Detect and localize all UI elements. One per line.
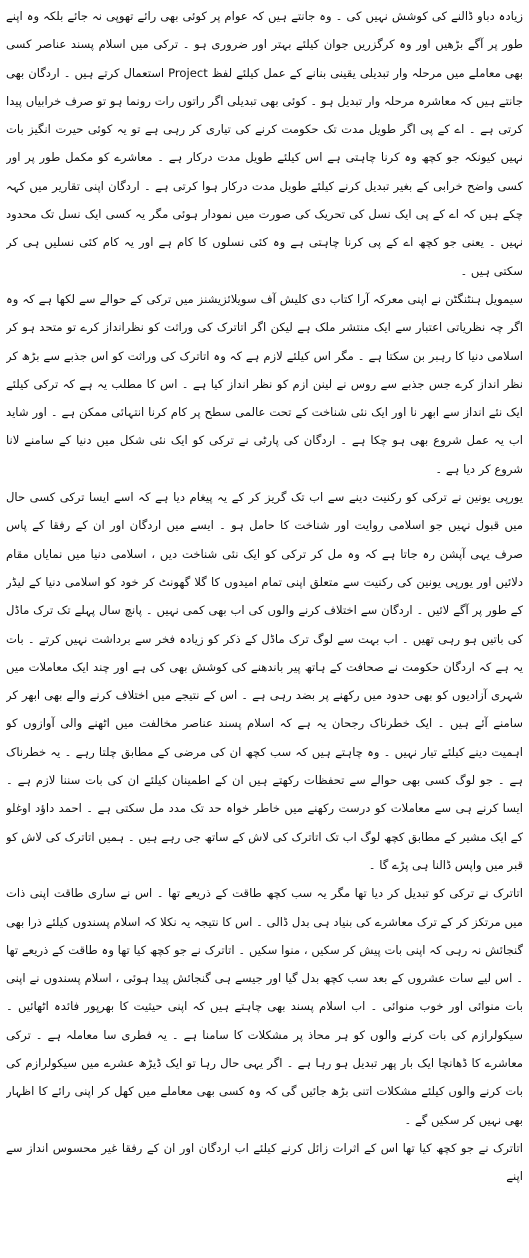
- paragraph-4: اتاترک نے ترکی کو تبدیل کر دیا تھا مگر یہ سب کچھ طاقت کے ذریعے تھا ۔ اس نے ساری طاقت اپنی ذات میں مرتکز کر کے ترک معاشرے کی بنیاد ہی بدل ڈالی ۔ اس کا نتیجہ یہ نکلا کہ اسلام پسندوں کیلئے ذرا بھی گنجائش نہ رہی کہ اپنی بات پیش کر سکیں ، منوا سکیں ۔ اتاترک نے جو کچھ کیا تھا وہ طاقت کے ذریعے تھا ۔ اس لیے سات عشروں کے بعد سب کچھ بدل گیا اور جیسے ہی گنجائش پیدا ہوئی ، اسلام پسندوں نے اپنی بات منوائی اور خوب منوائی ۔ اب اسلام پسند بھی چاہتے ہیں کہ اپنی حیثیت کا بھرپور فائدہ اٹھائیں ۔ سیکولرازم کی بات کرنے والوں کو ہر محاذ پر مشکلات کا سامنا ہے ۔ یہ فطری سا معاملہ ہے ۔ ترکی معاشرے کا ڈھانچا ایک بار پھر تبدیل ہو رہا ہے ۔ اگر یہی حال رہا تو ایک ڈیڑھ عشرے میں سیکولرازم کی بات کرنے والوں کیلئے مشکلات اتنی بڑھ جائیں گی کہ وہ کسی بھی معاملے میں کھل کر اپنی رائے کا اظہار بھی نہیں کر سکیں گے ۔: [6, 886, 523, 1127]
- paragraph-1: زیادہ دباو ڈالنے کی کوشش نہیں کی ۔ وہ جانتے ہیں کہ عوام پر کوئی بھی رائے تھوپی نہ جائے بلکہ وہ اپنے طور پر آگے بڑھیں اور وہ کرگزریں جوان کیلئے بہتر اور ضروری ہو ۔ ترکی میں اسلام پسند عناصر کسی بھی معاملے میں مرحلہ وار تبدیلی یقینی بنانے کے عمل کیلئے لفظ Project استعمال کرتے ہیں ۔ اردگان بھی جانتے ہیں کہ معاشرہ مرحلہ وار تبدیل ہو ۔ کوئی بھی تبدیلی اگر راتوں رات رونما ہو تو صرف خرابیاں پیدا کرتی ہے ۔ اے کے پی اگر طویل مدت تک حکومت کرنے کی تیاری کر رہی ہے تو یہ کوئی حیرت انگیز بات نہیں کیونکہ جو کچھ وہ کرنا چاہتی ہے اس کیلئے طویل مدت درکار ہے ۔ معاشرے کو مکمل طور پر اور کسی واضح خرابی کے بغیر تبدیل کرنے کیلئے طویل مدت درکار ہوا کرتی ہے ۔ اردگان اپنی تقاریر میں کہہ چکے ہیں کہ اے کے پی ایک نسل کی تحریک کی صورت میں نمودار ہوئی مگر یہ کسی ایک نسل تک محدود نہیں ۔ یعنی جو کچھ اے کے پی کرنا چاہتی ہے وہ کئی نسلوں کا کام ہے اور یہ کام کئی نسلیں ہی کر سکتی ہیں ۔: [6, 9, 523, 278]
- paragraph-2: سیمویل ہنٹنگٹن نے اپنی معرکہ آرا کتاب دی کلیش آف سویلائزیشنز میں ترکی کے حوالے سے لکھا ہے کہ وہ اگر چہ نظریاتی اعتبار سے ایک منتشر ملک ہے لیکن اگر اتاترک کی وراثت کو نظرانداز کرے تو متحد ہو کر اسلامی دنیا کا رہبر بن سکتا ہے ۔ مگر اس کیلئے لازم ہے کہ وہ اتاترک کی وراثت کو اس جذبے سے بڑھ کر نظر انداز کرے جس جذبے سے روس نے لینن ازم کو نظر انداز کیا ہے ۔ اس کا مطلب یہ ہے کہ ترکی کیلئے ایک نئے انداز سے ابھر نا اور ایک نئی شناخت کے تحت عالمی سطح پر کام کرنا انتہائی ممکن ہے ۔ اور شاید اب یہ عمل شروع بھی ہو چکا ہے ۔ اردگان کی پارٹی نے ترکی کو ایک نئی شکل میں دنیا کے سامنے لانا شروع کر دیا ہے ۔: [6, 291, 523, 476]
- paragraph-5: اتاترک نے جو کچھ کیا تھا اس کے اثرات زائل کرنے کیلئے اب اردگان اور ان کے رفقا غیر محسوس انداز سے اپنے: [6, 1140, 523, 1184]
- article-body: [6, 2, 523, 1256]
- paragraph-3: یورپی یونین نے ترکی کو رکنیت دینے سے اب تک گریز کر کے یہ پیغام دیا ہے کہ اسے ایسا ترکی کسی حال میں قبول نہیں جو اسلامی روایت اور شناخت کا حامل ہو ۔ ایسے میں اردگان اور ان کے رفقا کے پاس صرف یہی آپشن رہ جاتا ہے کہ وہ مل کر ترکی کو ایک نئی شناخت دیں ، اسلامی دنیا میں نمایاں مقام دلائیں اور یورپی یونین کی رکنیت سے متعلق اپنی تمام امیدوں کا گلا گھونٹ کر خود کو اسلامی دنیا کے لیڈر کے طور پر آگے لائیں ۔ اردگان سے اختلاف کرنے والوں کی اب بھی کمی نہیں ۔ پانچ سال پہلے تک ترک ماڈل کی باتیں ہو رہی تھیں ۔ اب بہت سے لوگ ترک ماڈل کے ذکر کو زیادہ فخر سے برداشت نہیں کرتے ۔ بات یہ ہے کہ اردگان حکومت نے صحافت کے ہاتھ پیر باندھنے کی کوشش بھی کی ہے اور چند ایک معاملات میں شہری آزادیوں کو بھی حدود میں رکھنے پر بضد رہی ہے ۔ اس کے نتیجے میں اختلاف کرنے والے بھی ابھر کر سامنے آئے ہیں ۔ ایک خطرناک رجحان یہ ہے کہ اسلام پسند عناصر مخالفت میں اٹھنے والی آوازوں کو اہمیت دینے کیلئے تیار نہیں ۔ وہ چاہتے ہیں کہ سب کچھ ان کی مرضی کے مطابق چلتا رہے ۔ یہ خطرناک ہے ۔ جو لوگ کسی بھی حوالے سے تحفظات رکھتے ہیں ان کے اطمینان کیلئے ان کی بات سننا لازم ہے ۔ ایسا کرنے ہی سے معاملات کو درست رکھنے میں خاطر خواہ حد تک مدد مل سکتی ہے ۔ احمد داؤد اوغلو کے ایک مشیر کے مطابق کچھ لوگ اب تک اتاترک کی لاش کے ساتھ جی رہے ہیں ۔ ہمیں اتاترک کی لاش کو قبر میں واپس ڈالنا ہی پڑے گا ۔: [6, 490, 523, 872]
